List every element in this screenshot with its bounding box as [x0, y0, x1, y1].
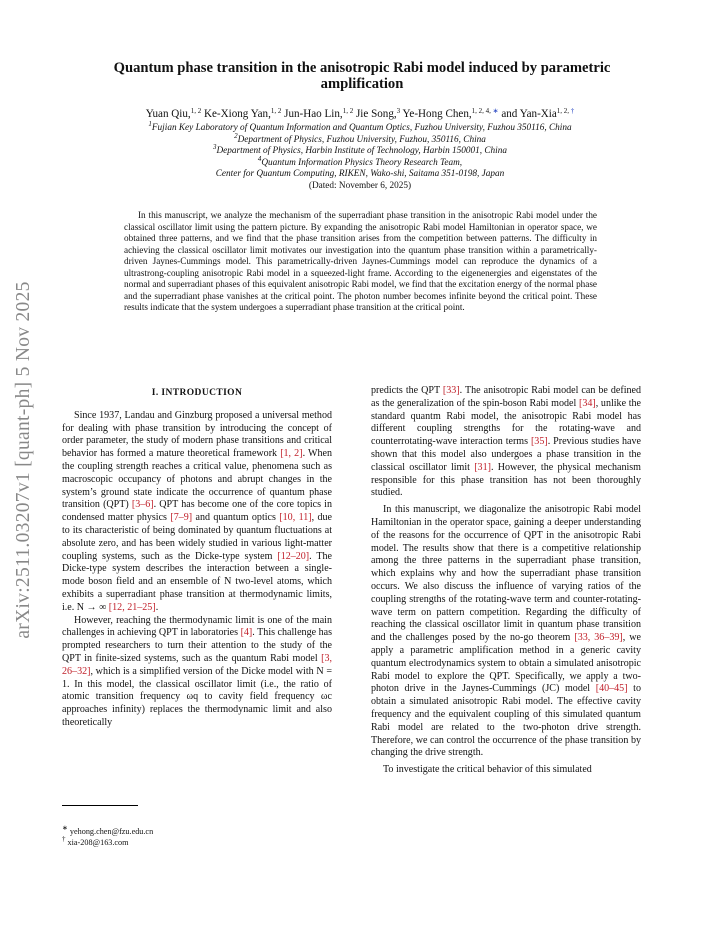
citation-link[interactable]: [12, 21–25]	[108, 601, 156, 613]
citation-link[interactable]: [3–6]	[131, 499, 154, 511]
date-line: (Dated: November 6, 2025)	[308, 180, 412, 191]
footnote-link[interactable]: †	[570, 107, 575, 115]
citation-link[interactable]: [1, 2]	[280, 448, 303, 460]
citation-link[interactable]: [34]	[578, 397, 596, 409]
footnote-rule	[62, 805, 138, 806]
author-superscript: 1, 2	[342, 107, 354, 115]
author-superscript: 1, 2	[270, 107, 282, 115]
citation-link[interactable]: [7–9]	[170, 512, 193, 524]
author-name: and Yan-Xia	[501, 108, 557, 120]
paragraph: In this manuscript, we diagonalize the anisotropic Rabi model Hamiltonian in the operator space, gaining a deeper understanding of the reasons for the occurrence of QPT in the anisotropic Rabi model. The results show that there is a competitive relationship among the three patterns in the superradiant phase transition, which explains why and how the superradiant phase transition occurs. We also discuss the influence of varying ratios of the coupling strengths of the rotating-wave term and counter-rotating-wave term on pattern competition. Regarding the difficulty of reaching the classical oscillator limit in quantum phase transition and the challenges posed by the no-go theorem [33, 36–39], we apply a parametric amplification method in a generic cavity quantum electrodynamics system to obtain a simulated anisotropic Rabi model to explore the QPT. Specifically, we apply a two-photon drive in the Jaynes-Cummings (JC) model [40–45] to obtain a simulated anisotropic Rabi model. The effective cavity frequency and the equivalent coupling of this simulated quantum Rabi model are related to the two-photon drive strength. Therefore, we can control the occurrence of the phase transition by changing the drive strength.	[371, 504, 641, 759]
citation-link[interactable]: [35]	[530, 436, 548, 448]
author-superscript: 1, 2	[190, 107, 202, 115]
author-name: Ye-Hong Chen,	[402, 108, 472, 120]
citation-link[interactable]: [40–45]	[595, 683, 628, 695]
affiliation-1: $^1$Fujian Key Laboratory of Quantum Information and Quantum Optics, Fuzhou University, Fuzhou 350116, China	[148, 120, 572, 133]
author-name: Jun-Hao Lin,	[284, 108, 343, 120]
footnote-link[interactable]: ∗	[492, 107, 499, 115]
paragraph: predicts the QPT [33]. The anisotropic Rabi model can be defined as the generalization of the spin-boson Rabi model [34], unlike the standard quantm Rabi model, the anisotropic Rabi model has different coupling strengths for the rotating-wave and counterrotating-wave interaction terms [35]. Previous studies have shown that this model also undergoes a phase transition in the classical oscillator limit [31]. However, the physical mechanism responsible for this phase transition has not been thoroughly studied.	[371, 385, 642, 499]
footnotes	[62, 826, 153, 849]
author-superscript: 1, 2, 4, ∗	[471, 107, 499, 115]
affiliation-2: $^2$Department of Physics, Fuzhou University, Fuzhou, 350116, China	[234, 131, 486, 145]
citation-link[interactable]: [12–20]	[277, 550, 310, 562]
title-line-1: Quantum phase transition in the anisotropic Rabi model induced by parametric	[113, 60, 611, 76]
paragraph: Since 1937, Landau and Ginzburg proposed a universal method for dealing with phase transition by introducing the concept of order parameter, the study of modern phase transitions and critical behavior has formed a mature theoretical framework [1, 2]. When the coupling strength reaches a critical value, phenomena such as macroscopic occupancy of photons and abrupt changes in the system’s ground state indicate the occurrence of quantum phase transition (QPT) [3–6]. QPT has become one of the core topics in condensed matter physics [7–9] and quantum optics [10, 11], due to its characteristic of being dominated by quantum fluctuations at absolute zero, and has been widely studied in various light-matter coupling systems, such as the Dicke-type system [12–20]. The Dicke-type system describes the interaction between a single-mode boson field and an ensemble of N two-level atoms, which exhibits a superradiant phase transition at thermodynamic limits, i.e. N → ∞ [12, 21–25].	[62, 409, 333, 613]
footnote: ∗ yehong.chen@fzu.edu.cn	[62, 824, 154, 836]
arxiv-sidebar-stamp	[0, 240, 48, 680]
affiliation-4: $^4$Quantum Information Physics Theory Research Team,	[257, 154, 463, 168]
affiliation-4-cont: Center for Quantum Computing, RIKEN, Wako-shi, Saitama 351-0198, Japan	[215, 169, 505, 180]
author-superscript: 1, 2, †	[556, 107, 575, 115]
paper-title	[80, 60, 644, 92]
affiliation-3: $^3$Department of Physics, Harbin Institute of Technology, Harbin 150001, China	[212, 143, 507, 157]
right-column	[371, 385, 641, 777]
citation-link[interactable]: [33]	[442, 385, 460, 396]
paragraph: However, reaching the thermodynamic limit is one of the main challenges in achieving QPT in laboratories [4]. This challenge has prompted researchers to turn their attention to the study of the QPT in finite-sized systems, such as the quantum Rabi model [3, 26–32], which is a simplified version of the Dicke model with N = 1. In this model, the classical oscillator limit (i.e., the ratio of atomic transition frequency ωq to cavity field frequency ωc approaches infinity) replaces the thermodynamic limit and also theoretically	[62, 614, 332, 728]
author-name: Ke-Xiong Yan,	[203, 108, 271, 120]
footnote: † xia-208@163.com	[62, 835, 129, 848]
citation-link[interactable]: [3, 26–32]	[62, 652, 332, 677]
title-line-2: amplification	[320, 76, 404, 92]
citation-link[interactable]: [10, 11]	[279, 512, 312, 524]
affiliations	[60, 120, 660, 193]
author-name: Yuan Qiu,	[145, 108, 191, 120]
citation-link[interactable]: [33, 36–39]	[574, 632, 623, 644]
abstract: In this manuscript, we analyze the mechanism of the superradiant phase transition in the anisotropic Rabi model under the classical oscillator limit using the pattern picture. By expanding the anisotropic Rabi model Hamiltonian in operator space, we obtained three patterns, and we find that the phase transition arises from the competition between patterns. The difficulty in achieving the classical oscillator limit motivates our investigation into the quantum phase transition within a parametrically-driven Jaynes-Cummings model. This parametrically-driven Jaynes-Cummings model can reproduce the dynamics of a ultrastrong-coupling anisotropic Rabi model in a squeezed-light frame. According to the eigenenergies and eigenstates of the normal and superradiant phases of this equivalent anisotropic Rabi model, we find that the excitation energy of the normal phase and the superradiant phase vanishes at the critical point. The photon number becomes infinite beyond the critical point. These results indicate that the system undergoes a superradiant phase transition at the critical point.	[124, 210, 597, 312]
author-superscript: 3	[396, 107, 401, 115]
author-name: Jie Song,	[355, 108, 397, 120]
citation-link[interactable]: [4]	[240, 627, 253, 639]
arxiv-identifier: arXiv:2511.03207v1 [quant-ph] 5 Nov 2025	[13, 281, 34, 639]
paragraph: To investigate the critical behavior of this simulated	[383, 764, 592, 776]
email-link[interactable]: yehong.chen@fzu.edu.cn	[67, 827, 154, 836]
email-link[interactable]: xia-208@163.com	[65, 838, 129, 848]
citation-link[interactable]: [31]	[474, 461, 491, 473]
author-list	[70, 108, 650, 120]
section-heading: I. INTRODUCTION	[151, 388, 243, 398]
left-column	[62, 384, 332, 730]
